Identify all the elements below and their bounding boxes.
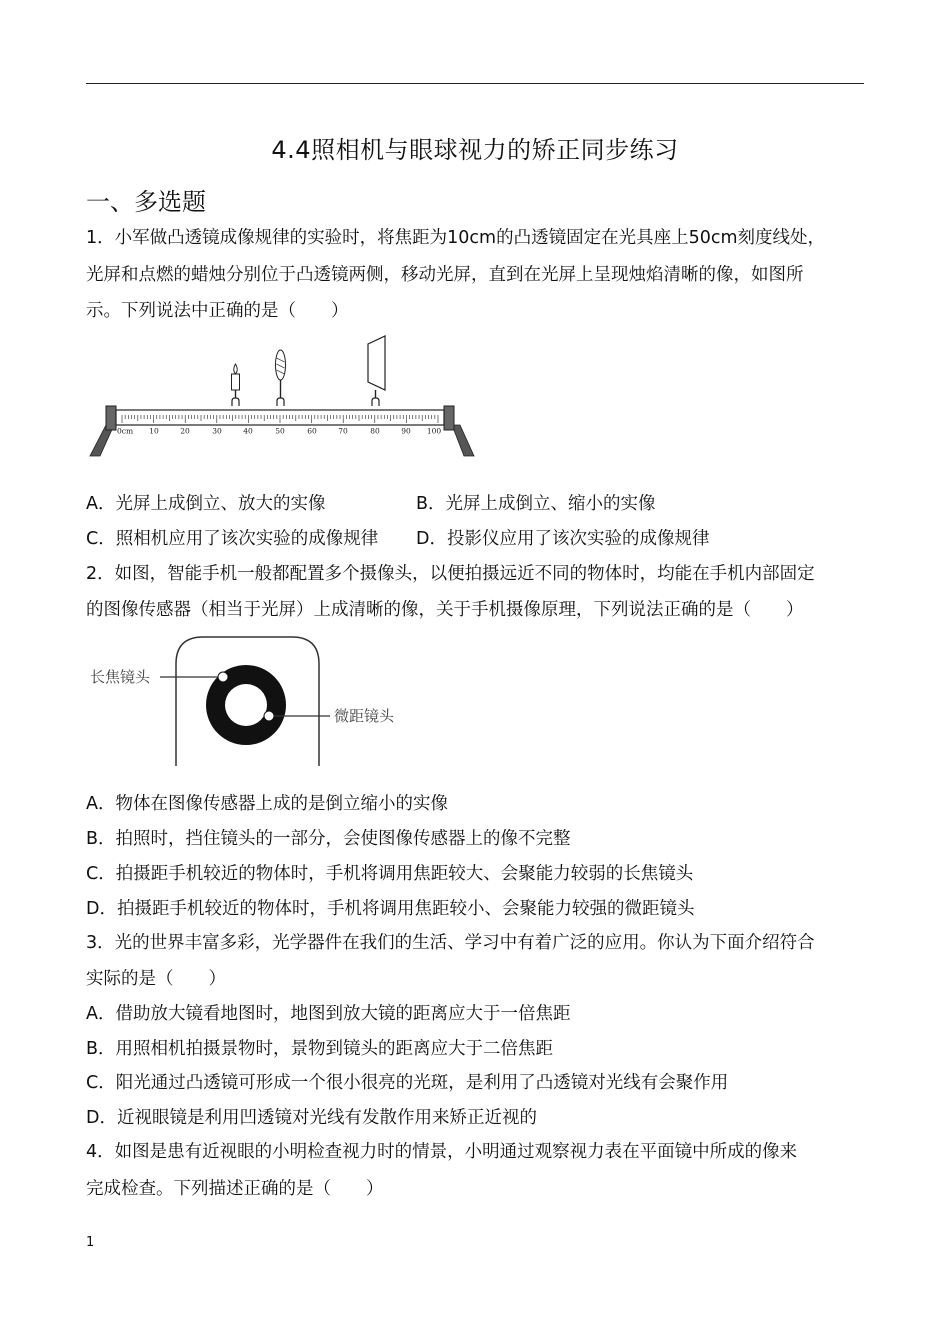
q2-option-d: D．拍摄距手机较近的物体时，手机将调用焦距较小、会聚能力较强的微距镜头 [86,899,695,919]
telephoto-label: 长焦镜头 [90,668,151,686]
q1-line-3: 示。下列说法中正确的是（ ） [86,301,349,321]
camera-module-center [225,684,267,726]
optical-bench-figure [86,330,486,465]
ruler-tick-label: 80 [370,426,380,436]
page-title: 4.4照相机与眼球视力的矫正同步练习 [271,136,679,164]
q1-line-1: 1．小军做凸透镜成像规律的实验时，将焦距为10cm的凸透镜固定在光具座上50cm刻度线处， [86,228,826,248]
screen-icon [368,336,385,406]
q3-line-2: 实际的是（ ） [86,969,226,989]
ruler-tick-label: 10 [149,426,159,436]
ruler-tick-label: 100 [426,426,442,436]
macro-lens-icon [264,711,274,721]
ruler-tick-label: 60 [307,426,317,436]
q4-line-2: 完成检查。下列描述正确的是（ ） [86,1179,384,1199]
ruler-tick-label: 70 [338,426,348,436]
q3-option-b: B．用照相机拍摄景物时，景物到镜头的距离应大于二倍焦距 [86,1039,554,1059]
ruler-tick-label: 50 [275,426,285,436]
q2-option-c: C．拍摄距手机较近的物体时，手机将调用焦距较大、会聚能力较弱的长焦镜头 [86,864,694,884]
ruler-tick-label: 20 [180,426,190,436]
ruler-unit-label: 0cm [117,426,134,436]
candle-icon [232,364,240,406]
phone-camera-figure [86,634,416,769]
q1-option-c: C．照相机应用了该次实验的成像规律 [86,529,379,549]
q3-line-1: 3．光的世界丰富多彩，光学器件在我们的生活、学习中有着广泛的应用。你认为下面介绍符合 [86,933,815,953]
q1-line-2: 光屏和点燃的蜡烛分别位于凸透镜两侧，移动光屏，直到在光屏上呈现烛焰清晰的像，如图所 [86,265,804,285]
bench-left-end [106,406,116,430]
macro-label: 微距镜头 [334,707,395,725]
lens-icon [276,350,286,406]
bench-right-end [444,406,454,430]
q1-option-a: A．光屏上成倒立、放大的实像 [86,494,326,514]
q1-option-d: D．投影仪应用了该次实验的成像规律 [416,529,710,549]
q2-option-b: B．拍照时，挡住镜头的一部分，会使图像传感器上的像不完整 [86,829,571,849]
ruler-tick-label: 90 [401,426,411,436]
section-heading: 一、多选题 [86,188,206,216]
q3-option-d: D．近视眼镜是利用凹透镜对光线有发散作用来矫正近视的 [86,1108,537,1128]
telephoto-lens-icon [218,672,228,682]
q3-option-c: C．阳光通过凸透镜可形成一个很小很亮的光斑，是利用了凸透镜对光线有会聚作用 [86,1073,729,1093]
q1-option-b: B．光屏上成倒立、缩小的实像 [416,494,656,514]
q2-line-2: 的图像传感器（相当于光屏）上成清晰的像，关于手机摄像原理，下列说法正确的是（ ） [86,600,804,620]
page-number: 1 [86,1235,95,1250]
bench-right-leg [452,425,474,456]
q2-option-a: A．物体在图像传感器上成的是倒立缩小的实像 [86,794,448,814]
q3-option-a: A．借助放大镜看地图时，地图到放大镜的距离应大于一倍焦距 [86,1004,571,1024]
header-rule [86,83,864,84]
q2-line-1: 2．如图，智能手机一般都配置多个摄像头，以便拍摄远近不同的物体时，均能在手机内部固定 [86,564,815,584]
bench-tick-labels [117,427,441,436]
ruler-tick-label: 30 [212,426,222,436]
ruler-tick-label: 40 [243,426,253,436]
q4-line-1: 4．如图是患有近视眼的小明检查视力时的情景，小明通过观察视力表在平面镜中所成的像来 [86,1142,798,1162]
